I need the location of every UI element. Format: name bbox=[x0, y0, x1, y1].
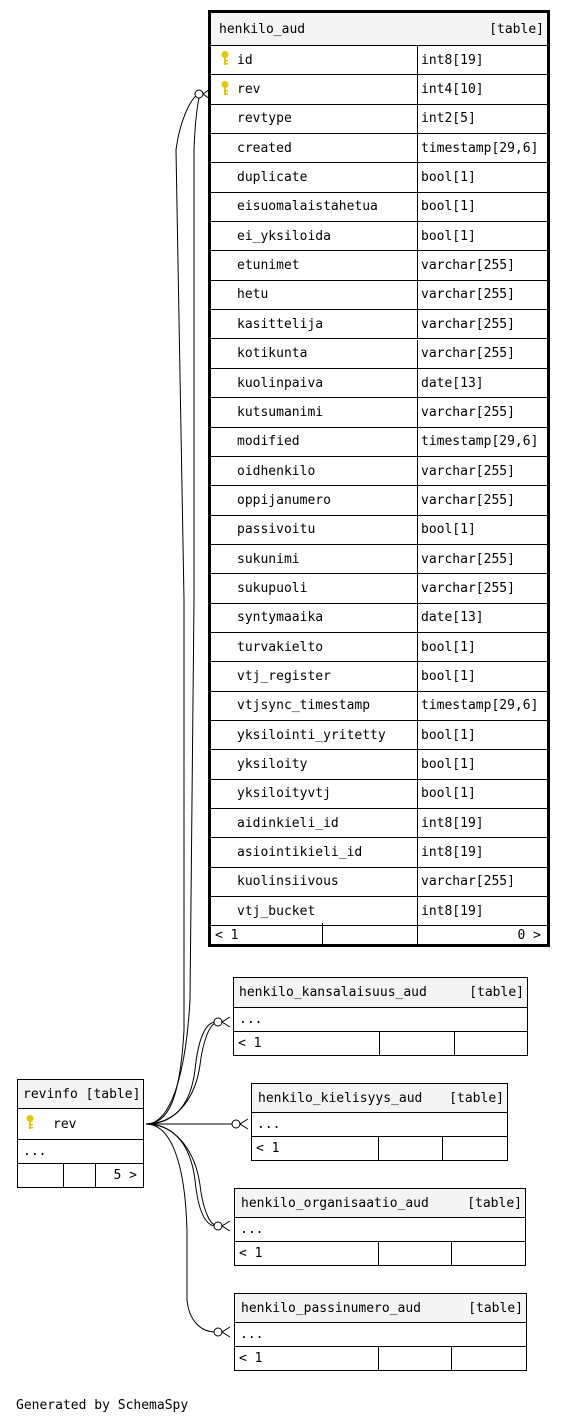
column-type: timestamp[29,6] bbox=[421, 698, 539, 714]
column-type: int8[19] bbox=[421, 903, 484, 919]
column-type: bool[1] bbox=[421, 669, 476, 685]
table-header bbox=[235, 1294, 526, 1323]
footer-left: < 1 bbox=[239, 1351, 263, 1366]
table-header bbox=[252, 1084, 507, 1113]
column-type: bool[1] bbox=[421, 727, 476, 743]
table-footer bbox=[252, 1137, 507, 1160]
column-name: vtj_register bbox=[237, 669, 331, 685]
column-name: ei_yksiloida bbox=[237, 228, 331, 244]
henkilo-kielisyys-aud-table bbox=[251, 1083, 508, 1161]
footer-right: 5 > bbox=[113, 1168, 137, 1183]
column-name: sukupuoli bbox=[237, 580, 308, 596]
table-tag: [table] bbox=[489, 21, 544, 37]
column-type: varchar[255] bbox=[421, 463, 515, 479]
columns-placeholder: ... bbox=[234, 1008, 527, 1032]
columns-placeholder: ... bbox=[235, 1218, 525, 1242]
column-name: yksiloity bbox=[237, 757, 308, 773]
column-name: sukunimi bbox=[237, 551, 300, 567]
column-row bbox=[211, 750, 547, 779]
column-row bbox=[211, 398, 547, 427]
column-name: turvakielto bbox=[237, 639, 324, 655]
column-name: passivoitu bbox=[237, 522, 316, 538]
column-name: vtj_bucket bbox=[237, 903, 316, 919]
column-name: oppijanumero bbox=[237, 492, 331, 508]
column-type: date[13] bbox=[421, 610, 484, 626]
footer-left: < 1 bbox=[215, 927, 239, 943]
column-row bbox=[18, 1109, 143, 1140]
column-name: kotikunta bbox=[237, 346, 308, 362]
table-header bbox=[18, 1080, 143, 1109]
key-icon bbox=[220, 50, 230, 70]
column-type: int8[19] bbox=[421, 845, 484, 861]
column-name: eisuomalaistahetua bbox=[237, 199, 378, 215]
column-name: rev bbox=[53, 1116, 77, 1132]
column-name: asiointikieli_id bbox=[237, 845, 363, 861]
footer-right: 0 > bbox=[517, 927, 541, 943]
table-footer bbox=[18, 1164, 143, 1187]
column-row bbox=[211, 721, 547, 750]
table-header bbox=[211, 13, 547, 46]
column-name: duplicate bbox=[237, 170, 308, 186]
column-row bbox=[211, 868, 547, 897]
column-type: varchar[255] bbox=[421, 316, 515, 332]
footer-left: < 1 bbox=[238, 1036, 262, 1051]
column-type: bool[1] bbox=[421, 170, 476, 186]
column-row bbox=[211, 193, 547, 222]
table-header bbox=[234, 978, 527, 1008]
column-name: rev bbox=[237, 82, 261, 98]
column-row bbox=[211, 457, 547, 486]
key-icon bbox=[25, 1114, 35, 1134]
column-row bbox=[211, 662, 547, 691]
column-row bbox=[211, 604, 547, 633]
column-row bbox=[211, 105, 547, 134]
revinfo-table bbox=[17, 1079, 144, 1188]
column-row bbox=[211, 486, 547, 515]
column-name: kasittelija bbox=[237, 316, 324, 332]
key-icon bbox=[220, 80, 230, 100]
column-type: varchar[255] bbox=[421, 551, 515, 567]
column-type: varchar[255] bbox=[421, 404, 515, 420]
column-row bbox=[211, 516, 547, 545]
henkilo-passinumero-aud-table bbox=[234, 1293, 527, 1371]
column-type: bool[1] bbox=[421, 522, 476, 538]
column-name: created bbox=[237, 140, 292, 156]
footer-left: < 1 bbox=[239, 1246, 263, 1261]
column-name: kutsumanimi bbox=[237, 404, 324, 420]
column-name: syntymaaika bbox=[237, 610, 324, 626]
henkilo-organisaatio-aud-table bbox=[234, 1188, 526, 1266]
table-footer bbox=[235, 1347, 526, 1370]
table-tag: [table] bbox=[449, 1090, 504, 1106]
column-name: id bbox=[237, 52, 253, 68]
column-row bbox=[211, 369, 547, 398]
column-type: bool[1] bbox=[421, 228, 476, 244]
column-row bbox=[211, 310, 547, 339]
column-row bbox=[211, 134, 547, 163]
column-row bbox=[211, 809, 547, 838]
column-type: int2[5] bbox=[421, 111, 476, 127]
table-name: henkilo_organisaatio_aud bbox=[241, 1195, 429, 1211]
table-tag: [table] bbox=[467, 1195, 522, 1211]
column-row bbox=[211, 251, 547, 280]
column-name: kuolinsiivous bbox=[237, 874, 339, 890]
column-type: bool[1] bbox=[421, 199, 476, 215]
column-name: kuolinpaiva bbox=[237, 375, 324, 391]
column-name: aidinkieli_id bbox=[237, 815, 339, 831]
column-type: varchar[255] bbox=[421, 287, 515, 303]
henkilo-aud-table bbox=[208, 10, 550, 947]
column-row bbox=[211, 574, 547, 603]
table-tag: [table] bbox=[469, 985, 524, 1000]
column-row bbox=[211, 46, 547, 75]
column-name: vtjsync_timestamp bbox=[237, 698, 371, 714]
column-row bbox=[211, 281, 547, 310]
column-type: bool[1] bbox=[421, 757, 476, 773]
column-name: yksiloityvtj bbox=[237, 786, 331, 802]
column-row bbox=[211, 545, 547, 574]
column-row bbox=[211, 838, 547, 867]
generated-by-footer: Generated by SchemaSpy bbox=[16, 1398, 189, 1413]
column-row bbox=[211, 222, 547, 251]
column-type: int4[10] bbox=[421, 82, 484, 98]
table-footer bbox=[235, 1242, 525, 1265]
table-footer bbox=[211, 923, 547, 947]
column-row bbox=[211, 75, 547, 104]
column-type: bool[1] bbox=[421, 786, 476, 802]
columns-placeholder: ... bbox=[252, 1113, 507, 1137]
column-row bbox=[211, 780, 547, 809]
column-row bbox=[211, 428, 547, 457]
column-row bbox=[211, 340, 547, 369]
column-row bbox=[211, 692, 547, 721]
column-type: timestamp[29,6] bbox=[421, 434, 539, 450]
column-name: revtype bbox=[237, 111, 292, 127]
table-title: revinfo [table] bbox=[23, 1086, 141, 1102]
column-type: varchar[255] bbox=[421, 258, 515, 274]
column-row bbox=[211, 163, 547, 192]
column-type: date[13] bbox=[421, 375, 484, 391]
column-name: yksilointi_yritetty bbox=[237, 727, 386, 743]
footer-left: < 1 bbox=[256, 1141, 280, 1156]
column-name: oidhenkilo bbox=[237, 463, 316, 479]
column-type: varchar[255] bbox=[421, 346, 515, 362]
column-name: hetu bbox=[237, 287, 269, 303]
table-name: henkilo_kansalaisuus_aud bbox=[239, 985, 427, 1000]
column-type: int8[19] bbox=[421, 815, 484, 831]
column-name: modified bbox=[237, 434, 300, 450]
column-type: varchar[255] bbox=[421, 874, 515, 890]
table-name: henkilo_passinumero_aud bbox=[241, 1300, 422, 1316]
column-row bbox=[211, 633, 547, 662]
column-type: int8[19] bbox=[421, 52, 484, 68]
table-tag: [table] bbox=[468, 1300, 523, 1316]
table-name: henkilo_kielisyys_aud bbox=[258, 1090, 423, 1106]
columns-placeholder: ... bbox=[18, 1140, 143, 1164]
table-header bbox=[235, 1189, 525, 1218]
column-name: etunimet bbox=[237, 258, 300, 274]
column-type: varchar[255] bbox=[421, 580, 515, 596]
column-type: timestamp[29,6] bbox=[421, 140, 539, 156]
column-type: bool[1] bbox=[421, 639, 476, 655]
table-name: henkilo_aud bbox=[219, 21, 306, 37]
column-type: varchar[255] bbox=[421, 492, 515, 508]
columns-placeholder: ... bbox=[235, 1323, 526, 1347]
henkilo-kansalaisuus-aud-table bbox=[233, 977, 528, 1056]
table-footer bbox=[234, 1032, 527, 1055]
